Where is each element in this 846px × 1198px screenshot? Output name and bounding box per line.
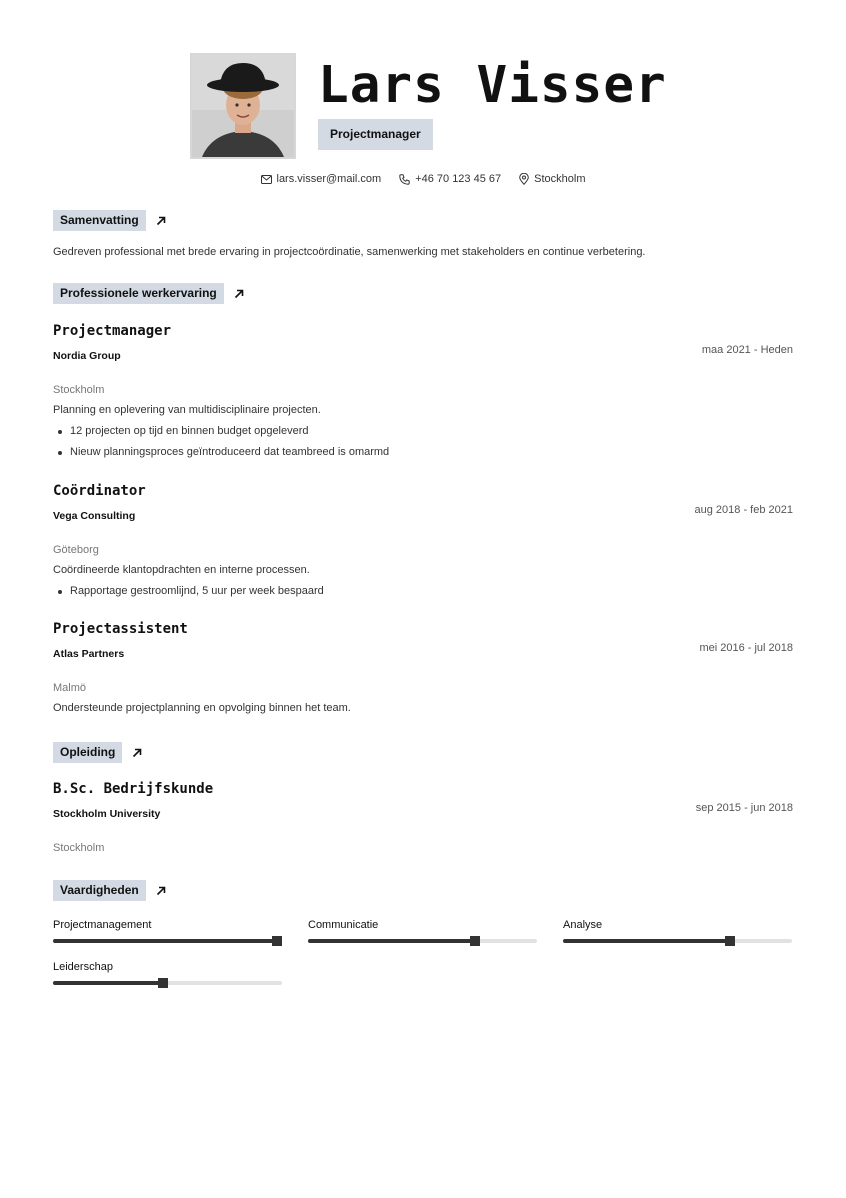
experience-entry bbox=[53, 483, 793, 602]
phone-text: +46 70 123 45 67 bbox=[415, 173, 502, 185]
job-location: Malmö bbox=[53, 682, 87, 694]
skill-bar-fill bbox=[308, 939, 480, 943]
location-text: Stockholm bbox=[534, 173, 586, 185]
contact-email[interactable] bbox=[261, 173, 382, 185]
job-bullet: Nieuw planningsproces geïntroduceerd dat teambreed is omarmd bbox=[53, 442, 793, 463]
skill-name: Analyse bbox=[563, 919, 603, 931]
job-title: Projectmanager bbox=[53, 323, 172, 339]
phone-icon bbox=[399, 174, 410, 185]
skill-name: Projectmanagement bbox=[53, 919, 152, 931]
section-skills-label: Vaardigheden bbox=[53, 880, 146, 901]
person-photo-icon bbox=[192, 55, 294, 157]
section-experience-label: Professionele werkervaring bbox=[53, 283, 224, 304]
skill-bar bbox=[53, 939, 282, 943]
skill-bar-knob bbox=[725, 936, 735, 946]
section-skills-header bbox=[53, 880, 166, 901]
job-bullets bbox=[53, 421, 793, 463]
skill-item bbox=[53, 961, 282, 985]
section-education-header bbox=[53, 742, 142, 763]
skill-name: Communicatie bbox=[308, 919, 379, 931]
candidate-name: Lars Visser bbox=[318, 56, 667, 115]
job-location: Stockholm bbox=[53, 384, 105, 396]
job-date: maa 2021 - Heden bbox=[701, 344, 793, 356]
skill-item bbox=[53, 919, 282, 943]
job-company: Nordia Group bbox=[53, 350, 121, 362]
skill-bar-knob bbox=[272, 936, 282, 946]
education-location: Stockholm bbox=[53, 842, 105, 854]
job-description: Ondersteunde projectplanning en opvolging binnen het team. bbox=[53, 702, 351, 714]
education-date: sep 2015 - jun 2018 bbox=[695, 802, 793, 814]
arrow-up-right-icon[interactable] bbox=[234, 289, 244, 299]
degree-title: B.Sc. Bedrijfskunde bbox=[53, 781, 214, 797]
section-summary-label: Samenvatting bbox=[53, 210, 146, 231]
email-text: lars.visser@mail.com bbox=[276, 173, 382, 185]
job-location: Göteborg bbox=[53, 544, 99, 556]
job-company: Atlas Partners bbox=[53, 648, 125, 660]
mail-icon bbox=[261, 175, 272, 184]
experience-entry bbox=[53, 621, 793, 714]
skill-item bbox=[308, 919, 537, 943]
skill-bar-knob bbox=[158, 978, 168, 988]
job-company: Vega Consulting bbox=[53, 510, 136, 522]
job-bullet: 12 projecten op tijd en binnen budget opgeleverd bbox=[53, 421, 793, 442]
section-summary-header bbox=[53, 210, 166, 231]
section-experience-header bbox=[53, 283, 244, 304]
section-education-label: Opleiding bbox=[53, 742, 122, 763]
arrow-up-right-icon[interactable] bbox=[132, 748, 142, 758]
role-badge: Projectmanager bbox=[318, 119, 433, 150]
education-institution: Stockholm University bbox=[53, 808, 161, 820]
arrow-up-right-icon[interactable] bbox=[156, 216, 166, 226]
profile-photo bbox=[190, 53, 296, 159]
arrow-up-right-icon[interactable] bbox=[156, 886, 166, 896]
skill-bar bbox=[53, 981, 282, 985]
contact-bar bbox=[0, 173, 846, 185]
job-description: Coördineerde klantopdrachten en interne processen. bbox=[53, 564, 310, 576]
summary-text: Gedreven professional met brede ervaring in projectcoördinatie, samenwerking met stakeholders en continue verbetering. bbox=[53, 246, 646, 258]
skill-bar-knob bbox=[470, 936, 480, 946]
job-title: Coördinator bbox=[53, 483, 146, 499]
education-entry bbox=[53, 781, 793, 854]
job-bullet: Rapportage gestroomlijnd, 5 uur per week bespaard bbox=[53, 581, 793, 602]
skill-item bbox=[563, 919, 792, 943]
job-date: aug 2018 - feb 2021 bbox=[694, 504, 793, 516]
job-bullets bbox=[53, 581, 793, 602]
skill-name: Leiderschap bbox=[53, 961, 113, 973]
skill-bar-fill bbox=[53, 939, 282, 943]
contact-phone[interactable] bbox=[399, 173, 501, 185]
skill-bar bbox=[563, 939, 792, 943]
contact-location bbox=[519, 173, 585, 185]
job-description: Planning en oplevering van multidisciplinaire projecten. bbox=[53, 404, 321, 416]
job-date: mei 2016 - jul 2018 bbox=[699, 642, 793, 654]
job-title: Projectassistent bbox=[53, 621, 188, 637]
skill-bar-fill bbox=[563, 939, 735, 943]
experience-entry bbox=[53, 323, 793, 463]
skill-bar-fill bbox=[53, 981, 168, 985]
skill-bar bbox=[308, 939, 537, 943]
location-pin-icon bbox=[519, 173, 529, 185]
